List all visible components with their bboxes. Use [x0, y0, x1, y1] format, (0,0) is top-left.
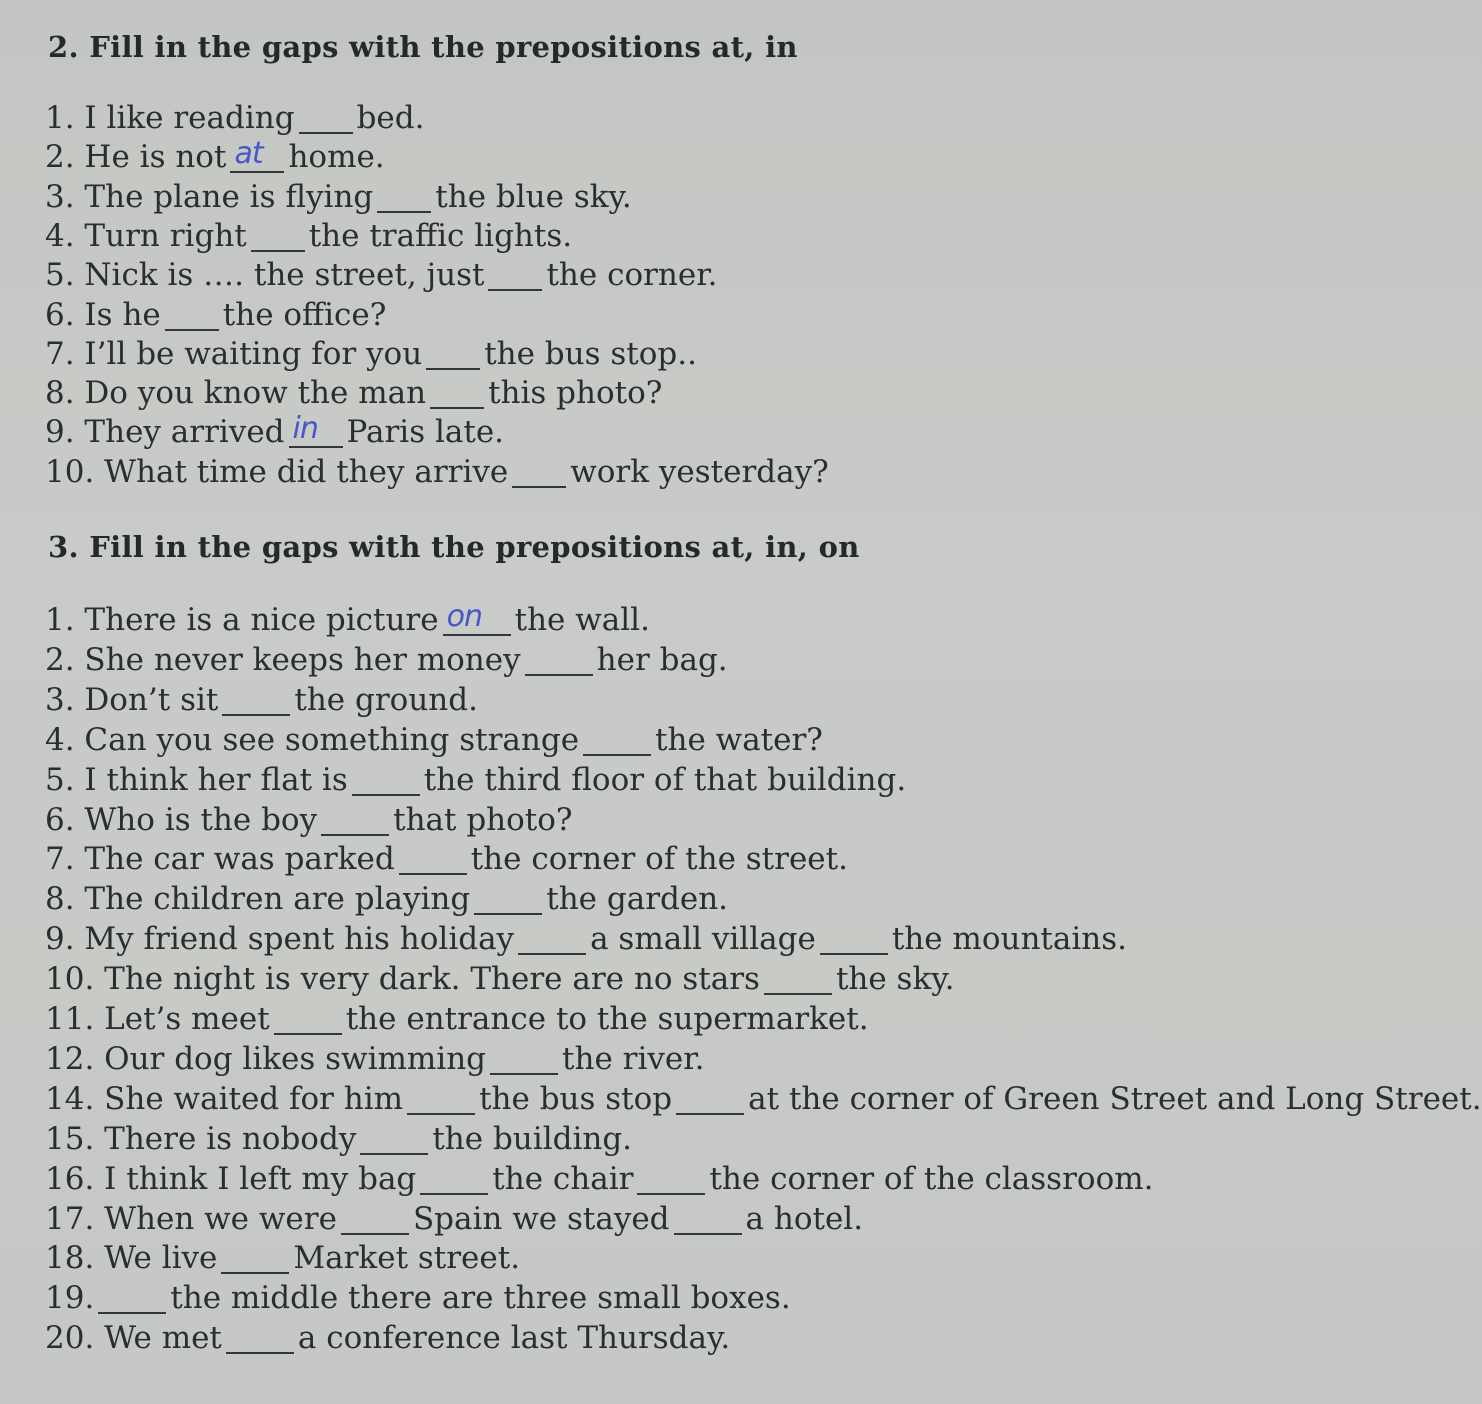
item-text: this photo?	[488, 375, 663, 412]
exercise-item	[45, 881, 728, 917]
item-text: 19.	[45, 1280, 95, 1317]
item-text: the middle there are three small boxes.	[170, 1280, 791, 1317]
item-text: Spain we stayed	[412, 1200, 670, 1237]
exercise-item	[45, 1201, 863, 1237]
answer-blank[interactable]	[676, 1087, 744, 1115]
item-text: 15. There is nobody	[45, 1120, 357, 1157]
exercise-item	[45, 375, 662, 411]
exercise-item	[45, 1280, 791, 1316]
item-text: 20. We met	[45, 1320, 222, 1357]
exercise-item	[45, 179, 632, 215]
item-text: the garden.	[546, 881, 729, 918]
exercise-item	[45, 100, 424, 136]
exercise-item	[45, 1240, 520, 1276]
exercise-item	[45, 1320, 730, 1356]
item-text: 8. Do you know the man	[45, 375, 427, 412]
item-text: 5. Nick is …. the street, just	[45, 257, 485, 294]
answer-blank[interactable]	[764, 967, 832, 995]
item-text: the corner of the street.	[470, 841, 848, 878]
answer-blank[interactable]	[518, 927, 586, 955]
item-text: the sky.	[835, 961, 955, 998]
answer-blank[interactable]	[222, 688, 290, 716]
item-text: 6. Who is the boy	[45, 801, 318, 838]
answer-blank[interactable]	[399, 847, 467, 875]
answer-blank[interactable]	[490, 1047, 558, 1075]
item-text: the office?	[222, 296, 387, 333]
item-text: 2. He is not	[45, 139, 227, 176]
item-text: 9. My friend spent his holiday	[45, 921, 515, 958]
item-text: 18. We live	[45, 1240, 218, 1277]
item-text: 17. When we were	[45, 1200, 337, 1237]
answer-blank[interactable]	[226, 1326, 294, 1354]
item-text: Paris late.	[346, 414, 505, 451]
answer-blank[interactable]	[360, 1127, 428, 1155]
answer-blank[interactable]	[426, 342, 480, 370]
item-text: 16. I think I left my bag	[45, 1160, 417, 1197]
item-text: the bus stop..	[484, 335, 697, 372]
exercise-item	[45, 454, 829, 490]
item-text: the wall.	[514, 602, 650, 638]
item-text: the entrance to the supermarket.	[345, 1001, 869, 1037]
exercise-item	[45, 1041, 705, 1077]
item-text: 10. What time did they arrive	[45, 453, 509, 490]
answer-blank[interactable]	[251, 224, 305, 252]
item-text: at the corner of Green Street and Long Street.	[748, 1080, 1482, 1117]
exercise-item	[45, 218, 572, 254]
answer-blank[interactable]	[637, 1167, 705, 1195]
exercise-item	[45, 961, 955, 997]
answer-blank[interactable]	[230, 136, 284, 173]
item-text: the water?	[655, 721, 823, 758]
exercise-item	[45, 136, 385, 176]
exercise-item	[45, 599, 650, 638]
answer-blank[interactable]	[474, 887, 542, 915]
item-text: 7. I’ll be waiting for you	[45, 335, 423, 372]
exercise-item	[45, 642, 728, 678]
answer-blank[interactable]	[299, 106, 353, 134]
answer-blank[interactable]	[274, 1007, 342, 1035]
item-text: 12. Our dog likes swimming	[45, 1040, 487, 1077]
item-text: 6. Is he	[45, 296, 161, 333]
item-text: the third floor of that building.	[423, 761, 907, 798]
item-text: bed.	[356, 100, 425, 136]
item-text: 10. The night is very dark. There are no stars	[45, 961, 760, 998]
answer-blank[interactable]	[820, 927, 888, 955]
item-text: the corner of the classroom.	[709, 1160, 1154, 1197]
item-text: Market street.	[293, 1240, 521, 1277]
item-text: a hotel.	[745, 1200, 864, 1237]
exercise-item	[45, 1121, 632, 1157]
item-text: 1. There is a nice picture	[45, 602, 439, 638]
item-text: the corner.	[546, 257, 718, 294]
answer-blank[interactable]	[583, 728, 651, 756]
item-text: 14. She waited for him	[45, 1080, 404, 1117]
item-text: the chair	[492, 1160, 634, 1197]
item-text: the building.	[432, 1120, 633, 1157]
handwritten-answer: at	[234, 136, 263, 172]
exercise-item	[45, 257, 718, 293]
item-text: a small village	[590, 921, 816, 958]
answer-blank[interactable]	[165, 303, 219, 331]
item-text: that photo?	[393, 801, 573, 838]
exercise-item	[45, 297, 386, 333]
answer-blank[interactable]	[525, 648, 593, 676]
answer-blank[interactable]	[221, 1246, 289, 1274]
answer-blank[interactable]	[377, 185, 431, 213]
item-text: the blue sky.	[435, 178, 632, 215]
answer-blank[interactable]	[407, 1087, 475, 1115]
item-text: work yesterday?	[570, 453, 829, 490]
exercise-item	[45, 1081, 1482, 1117]
item-text: the traffic lights.	[308, 217, 573, 254]
answer-blank[interactable]	[98, 1286, 166, 1314]
item-text: 11. Let’s meet	[45, 1001, 270, 1037]
item-text: 4. Can you see something strange	[45, 721, 580, 758]
handwritten-answer: on	[446, 599, 482, 634]
exercise-item	[45, 802, 573, 838]
exercise-item	[45, 921, 1127, 957]
item-text: 9. They arrived	[45, 414, 285, 451]
item-text: a conference last Thursday.	[297, 1320, 731, 1357]
answer-blank[interactable]	[674, 1207, 742, 1235]
answer-blank[interactable]	[488, 263, 542, 291]
section-3-heading: 3. Fill in the gaps with the prepositions at, in, on	[48, 530, 860, 564]
item-text: the river.	[562, 1040, 705, 1077]
answer-blank[interactable]	[420, 1167, 488, 1195]
item-text: her bag.	[596, 641, 728, 678]
exercise-item	[45, 841, 848, 877]
item-text: the mountains.	[891, 921, 1128, 958]
exercise-item	[45, 1001, 869, 1037]
item-text: 7. The car was parked	[45, 841, 395, 878]
answer-blank[interactable]	[289, 411, 343, 448]
item-text: 2. She never keeps her money	[45, 641, 521, 678]
answer-blank[interactable]	[512, 460, 566, 488]
exercise-item	[45, 722, 823, 758]
item-text: 1. I like reading	[45, 100, 295, 136]
item-text: 8. The children are playing	[45, 881, 471, 918]
item-text: home.	[288, 139, 385, 176]
answer-blank[interactable]	[430, 381, 484, 409]
exercise-item	[45, 762, 906, 798]
answer-blank[interactable]	[341, 1207, 409, 1235]
answer-blank[interactable]	[352, 768, 420, 796]
handwritten-answer: in	[292, 411, 318, 447]
section-2-heading: 2. Fill in the gaps with the prepositions at, in	[48, 30, 798, 64]
answer-blank[interactable]	[321, 808, 389, 836]
item-text: 3. Don’t sit	[45, 681, 219, 718]
item-text: the ground.	[294, 681, 478, 718]
exercise-item	[45, 682, 478, 718]
item-text: 5. I think her flat is	[45, 761, 348, 798]
exercise-item	[45, 1161, 1154, 1197]
answer-blank[interactable]	[443, 599, 511, 636]
exercise-item	[45, 411, 505, 451]
exercise-item	[45, 336, 697, 372]
item-text: 3. The plane is flying	[45, 178, 374, 215]
item-text: the bus stop	[479, 1080, 673, 1117]
item-text: 4. Turn right	[45, 217, 247, 254]
